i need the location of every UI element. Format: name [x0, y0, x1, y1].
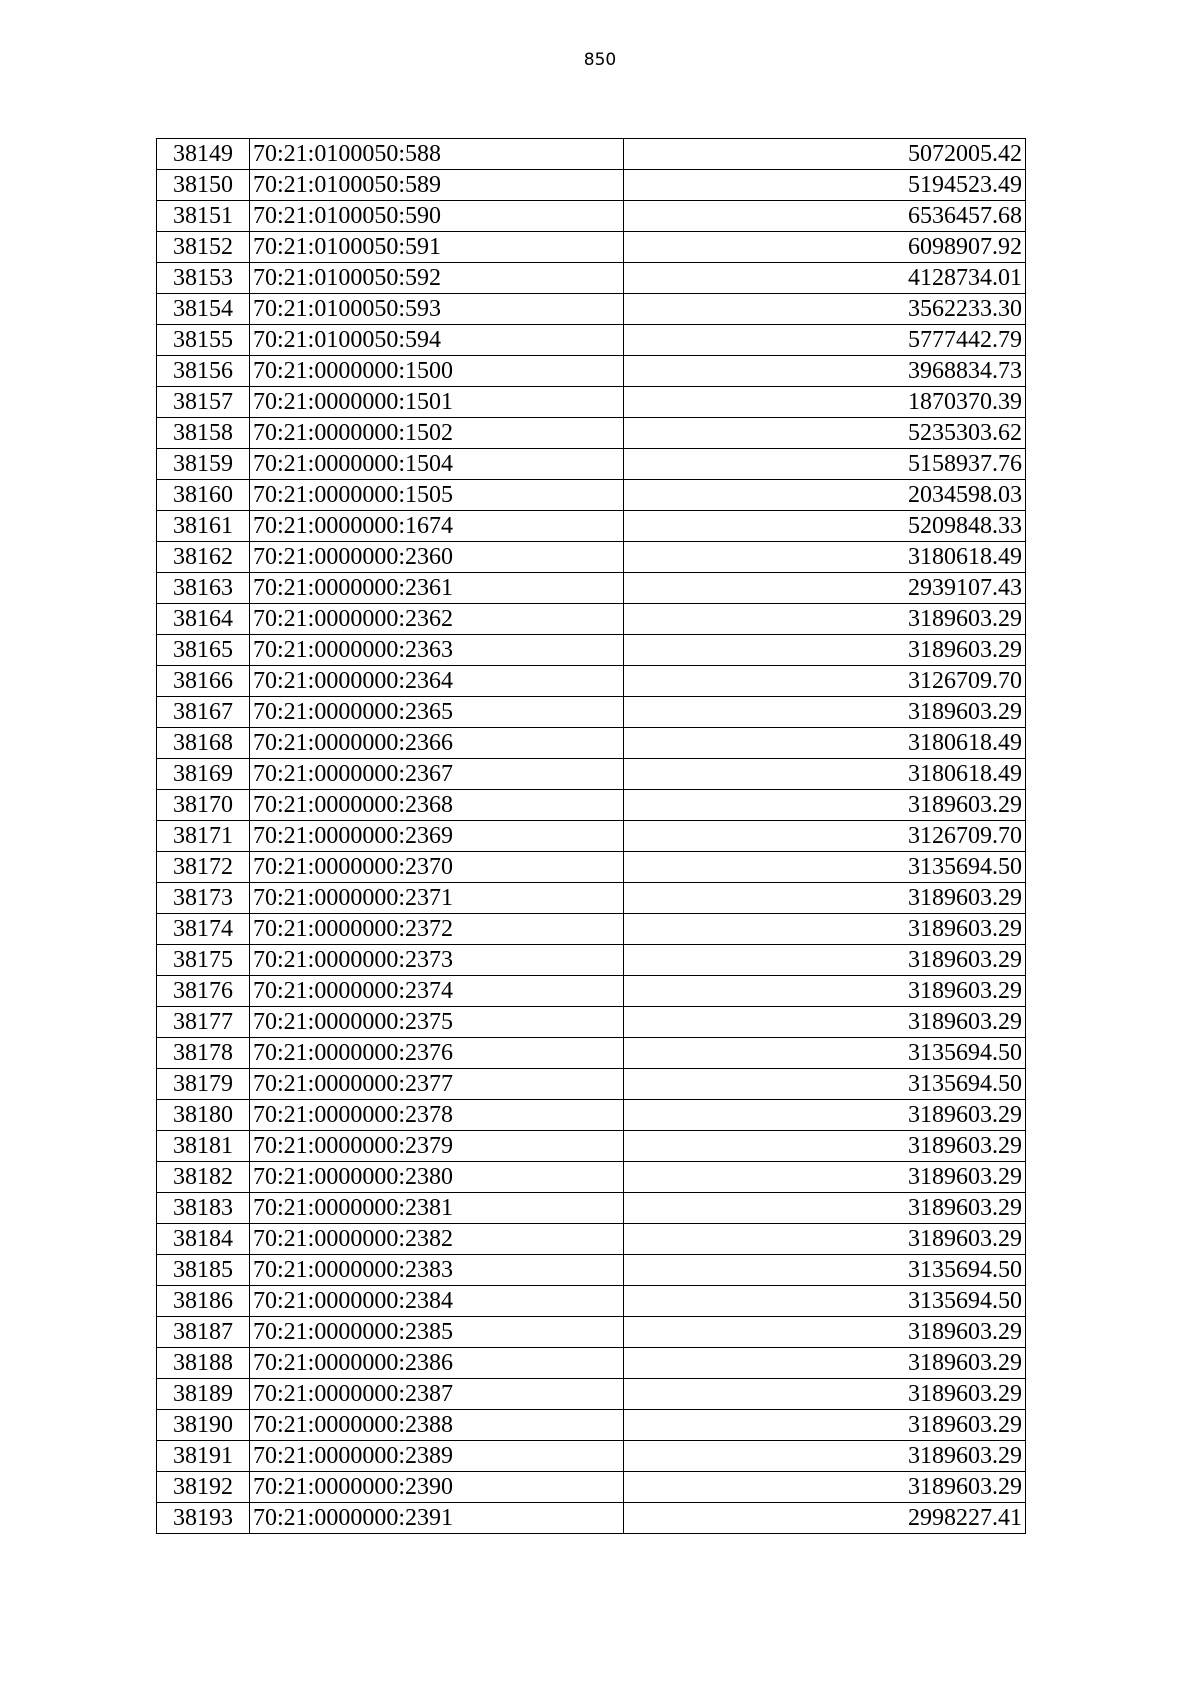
cadastral-number-cell: 70:21:0000000:2374: [250, 976, 624, 1007]
table-row: [157, 1286, 1026, 1317]
table-row: [157, 1255, 1026, 1286]
cadastral-number-cell: 70:21:0000000:2376: [250, 1038, 624, 1069]
cadastral-value-cell: 3968834.73: [624, 356, 1026, 387]
table-row: [157, 883, 1026, 914]
table-row: [157, 604, 1026, 635]
row-number-cell: 38171: [157, 821, 250, 852]
cadastral-value-cell: 3189603.29: [624, 945, 1026, 976]
row-number-cell: 38162: [157, 542, 250, 573]
cadastral-number-cell: 70:21:0000000:2361: [250, 573, 624, 604]
cadastral-value-cell: 3189603.29: [624, 1131, 1026, 1162]
row-number-cell: 38177: [157, 1007, 250, 1038]
table-row: [157, 1007, 1026, 1038]
table-row: [157, 728, 1026, 759]
table-row: [157, 232, 1026, 263]
row-number-cell: 38184: [157, 1224, 250, 1255]
cadastral-value-cell: 3189603.29: [624, 1317, 1026, 1348]
cadastral-value-cell: 3189603.29: [624, 604, 1026, 635]
table-row: [157, 449, 1026, 480]
table-row: [157, 821, 1026, 852]
table-row: [157, 697, 1026, 728]
cadastral-number-cell: 70:21:0000000:1504: [250, 449, 624, 480]
row-number-cell: 38181: [157, 1131, 250, 1162]
row-number-cell: 38153: [157, 263, 250, 294]
cadastral-number-cell: 70:21:0000000:2386: [250, 1348, 624, 1379]
table-row: [157, 1503, 1026, 1534]
cadastral-value-cell: 3189603.29: [624, 1007, 1026, 1038]
table-row: [157, 635, 1026, 666]
cadastral-number-cell: 70:21:0000000:1674: [250, 511, 624, 542]
row-number-cell: 38173: [157, 883, 250, 914]
table-row: [157, 201, 1026, 232]
cadastral-value-cell: 5194523.49: [624, 170, 1026, 201]
cadastral-value-cell: 3189603.29: [624, 1472, 1026, 1503]
table-row: [157, 573, 1026, 604]
cadastral-value-cell: 3135694.50: [624, 1286, 1026, 1317]
row-number-cell: 38170: [157, 790, 250, 821]
row-number-cell: 38156: [157, 356, 250, 387]
table-row: [157, 542, 1026, 573]
cadastral-number-cell: 70:21:0100050:590: [250, 201, 624, 232]
cadastral-number-cell: 70:21:0000000:2388: [250, 1410, 624, 1441]
row-number-cell: 38164: [157, 604, 250, 635]
table-row: [157, 418, 1026, 449]
cadastral-value-cell: 5158937.76: [624, 449, 1026, 480]
cadastral-number-cell: 70:21:0100050:589: [250, 170, 624, 201]
table-row: [157, 511, 1026, 542]
cadastral-number-cell: 70:21:0000000:2367: [250, 759, 624, 790]
row-number-cell: 38186: [157, 1286, 250, 1317]
cadastral-value-cell: 2939107.43: [624, 573, 1026, 604]
table-row: [157, 1410, 1026, 1441]
table-row: [157, 1441, 1026, 1472]
table-row: [157, 1379, 1026, 1410]
cadastral-number-cell: 70:21:0000000:2389: [250, 1441, 624, 1472]
row-number-cell: 38192: [157, 1472, 250, 1503]
cadastral-value-cell: 3180618.49: [624, 759, 1026, 790]
table-row: [157, 945, 1026, 976]
cadastral-value-cell: 3135694.50: [624, 1255, 1026, 1286]
cadastral-value-cell: 3189603.29: [624, 1348, 1026, 1379]
cadastral-number-cell: 70:21:0100050:591: [250, 232, 624, 263]
cadastral-value-cell: 2998227.41: [624, 1503, 1026, 1534]
cadastral-value-cell: 5072005.42: [624, 139, 1026, 170]
row-number-cell: 38160: [157, 480, 250, 511]
row-number-cell: 38163: [157, 573, 250, 604]
cadastral-number-cell: 70:21:0000000:2382: [250, 1224, 624, 1255]
row-number-cell: 38193: [157, 1503, 250, 1534]
table-row: [157, 170, 1026, 201]
cadastral-number-cell: 70:21:0000000:2380: [250, 1162, 624, 1193]
cadastral-number-cell: 70:21:0000000:2362: [250, 604, 624, 635]
cadastral-value-cell: 3189603.29: [624, 883, 1026, 914]
cadastral-value-cell: 3189603.29: [624, 1162, 1026, 1193]
table-row: [157, 1069, 1026, 1100]
cadastral-value-cell: 3126709.70: [624, 666, 1026, 697]
cadastral-number-cell: 70:21:0000000:2377: [250, 1069, 624, 1100]
row-number-cell: 38185: [157, 1255, 250, 1286]
row-number-cell: 38155: [157, 325, 250, 356]
row-number-cell: 38149: [157, 139, 250, 170]
table-row: [157, 139, 1026, 170]
row-number-cell: 38178: [157, 1038, 250, 1069]
cadastral-value-cell: 3135694.50: [624, 1038, 1026, 1069]
table-row: [157, 1131, 1026, 1162]
cadastral-value-cell: 3180618.49: [624, 728, 1026, 759]
cadastral-number-cell: 70:21:0000000:2371: [250, 883, 624, 914]
table-row: [157, 759, 1026, 790]
row-number-cell: 38172: [157, 852, 250, 883]
row-number-cell: 38154: [157, 294, 250, 325]
table-row: [157, 1348, 1026, 1379]
cadastral-number-cell: 70:21:0000000:2372: [250, 914, 624, 945]
table-row: [157, 1193, 1026, 1224]
cadastral-value-cell: 3126709.70: [624, 821, 1026, 852]
cadastral-value-cell: 3189603.29: [624, 1193, 1026, 1224]
row-number-cell: 38161: [157, 511, 250, 542]
table-body: [157, 139, 1026, 1534]
cadastral-value-cell: 5235303.62: [624, 418, 1026, 449]
row-number-cell: 38179: [157, 1069, 250, 1100]
row-number-cell: 38168: [157, 728, 250, 759]
cadastral-number-cell: 70:21:0000000:2383: [250, 1255, 624, 1286]
table-row: [157, 1100, 1026, 1131]
cadastral-number-cell: 70:21:0000000:2368: [250, 790, 624, 821]
table-row: [157, 387, 1026, 418]
table-row: [157, 790, 1026, 821]
table-row: [157, 325, 1026, 356]
cadastral-value-cell: 3189603.29: [624, 1441, 1026, 1472]
cadastral-value-cell: 3189603.29: [624, 697, 1026, 728]
row-number-cell: 38151: [157, 201, 250, 232]
row-number-cell: 38169: [157, 759, 250, 790]
cadastral-value-table: [156, 138, 1026, 1534]
cadastral-number-cell: 70:21:0100050:588: [250, 139, 624, 170]
cadastral-value-cell: 3189603.29: [624, 1410, 1026, 1441]
table-row: [157, 666, 1026, 697]
row-number-cell: 38182: [157, 1162, 250, 1193]
row-number-cell: 38158: [157, 418, 250, 449]
cadastral-number-cell: 70:21:0000000:1500: [250, 356, 624, 387]
cadastral-number-cell: 70:21:0000000:2370: [250, 852, 624, 883]
cadastral-number-cell: 70:21:0000000:2365: [250, 697, 624, 728]
row-number-cell: 38190: [157, 1410, 250, 1441]
cadastral-number-cell: 70:21:0100050:592: [250, 263, 624, 294]
cadastral-value-cell: 4128734.01: [624, 263, 1026, 294]
cadastral-number-cell: 70:21:0000000:2369: [250, 821, 624, 852]
cadastral-number-cell: 70:21:0000000:2378: [250, 1100, 624, 1131]
cadastral-number-cell: 70:21:0000000:2390: [250, 1472, 624, 1503]
cadastral-value-cell: 3180618.49: [624, 542, 1026, 573]
row-number-cell: 38167: [157, 697, 250, 728]
cadastral-number-cell: 70:21:0000000:2381: [250, 1193, 624, 1224]
table-row: [157, 1038, 1026, 1069]
cadastral-number-cell: 70:21:0000000:2373: [250, 945, 624, 976]
cadastral-value-cell: 3135694.50: [624, 1069, 1026, 1100]
row-number-cell: 38152: [157, 232, 250, 263]
cadastral-value-cell: 5777442.79: [624, 325, 1026, 356]
cadastral-value-cell: 1870370.39: [624, 387, 1026, 418]
cadastral-value-cell: 3189603.29: [624, 914, 1026, 945]
cadastral-number-cell: 70:21:0000000:1502: [250, 418, 624, 449]
row-number-cell: 38159: [157, 449, 250, 480]
table-row: [157, 263, 1026, 294]
cadastral-number-cell: 70:21:0000000:2379: [250, 1131, 624, 1162]
row-number-cell: 38180: [157, 1100, 250, 1131]
cadastral-value-cell: 3189603.29: [624, 1224, 1026, 1255]
cadastral-value-cell: 3189603.29: [624, 1379, 1026, 1410]
cadastral-number-cell: 70:21:0000000:1505: [250, 480, 624, 511]
page-number: 850: [583, 50, 617, 70]
row-number-cell: 38157: [157, 387, 250, 418]
table-row: [157, 1224, 1026, 1255]
row-number-cell: 38189: [157, 1379, 250, 1410]
table-row: [157, 1162, 1026, 1193]
cadastral-number-cell: 70:21:0100050:593: [250, 294, 624, 325]
row-number-cell: 38191: [157, 1441, 250, 1472]
cadastral-number-cell: 70:21:0000000:2366: [250, 728, 624, 759]
row-number-cell: 38175: [157, 945, 250, 976]
table-row: [157, 294, 1026, 325]
cadastral-number-cell: 70:21:0000000:2387: [250, 1379, 624, 1410]
cadastral-value-cell: 3562233.30: [624, 294, 1026, 325]
cadastral-number-cell: 70:21:0000000:2364: [250, 666, 624, 697]
row-number-cell: 38176: [157, 976, 250, 1007]
row-number-cell: 38150: [157, 170, 250, 201]
cadastral-number-cell: 70:21:0000000:1501: [250, 387, 624, 418]
cadastral-value-cell: 3135694.50: [624, 852, 1026, 883]
cadastral-value-cell: 5209848.33: [624, 511, 1026, 542]
cadastral-value-cell: 3189603.29: [624, 635, 1026, 666]
row-number-cell: 38174: [157, 914, 250, 945]
table-row: [157, 976, 1026, 1007]
table-row: [157, 356, 1026, 387]
row-number-cell: 38166: [157, 666, 250, 697]
cadastral-value-cell: 3189603.29: [624, 790, 1026, 821]
table-row: [157, 914, 1026, 945]
table-row: [157, 852, 1026, 883]
cadastral-number-cell: 70:21:0000000:2375: [250, 1007, 624, 1038]
row-number-cell: 38165: [157, 635, 250, 666]
cadastral-number-cell: 70:21:0000000:2384: [250, 1286, 624, 1317]
cadastral-number-cell: 70:21:0000000:2385: [250, 1317, 624, 1348]
cadastral-number-cell: 70:21:0000000:2363: [250, 635, 624, 666]
cadastral-value-cell: 3189603.29: [624, 976, 1026, 1007]
row-number-cell: 38188: [157, 1348, 250, 1379]
cadastral-value-cell: 3189603.29: [624, 1100, 1026, 1131]
table-row: [157, 1317, 1026, 1348]
cadastral-value-cell: 6536457.68: [624, 201, 1026, 232]
row-number-cell: 38187: [157, 1317, 250, 1348]
cadastral-value-cell: 6098907.92: [624, 232, 1026, 263]
cadastral-number-cell: 70:21:0000000:2391: [250, 1503, 624, 1534]
table-row: [157, 480, 1026, 511]
cadastral-value-cell: 2034598.03: [624, 480, 1026, 511]
cadastral-number-cell: 70:21:0100050:594: [250, 325, 624, 356]
row-number-cell: 38183: [157, 1193, 250, 1224]
table-row: [157, 1472, 1026, 1503]
cadastral-number-cell: 70:21:0000000:2360: [250, 542, 624, 573]
